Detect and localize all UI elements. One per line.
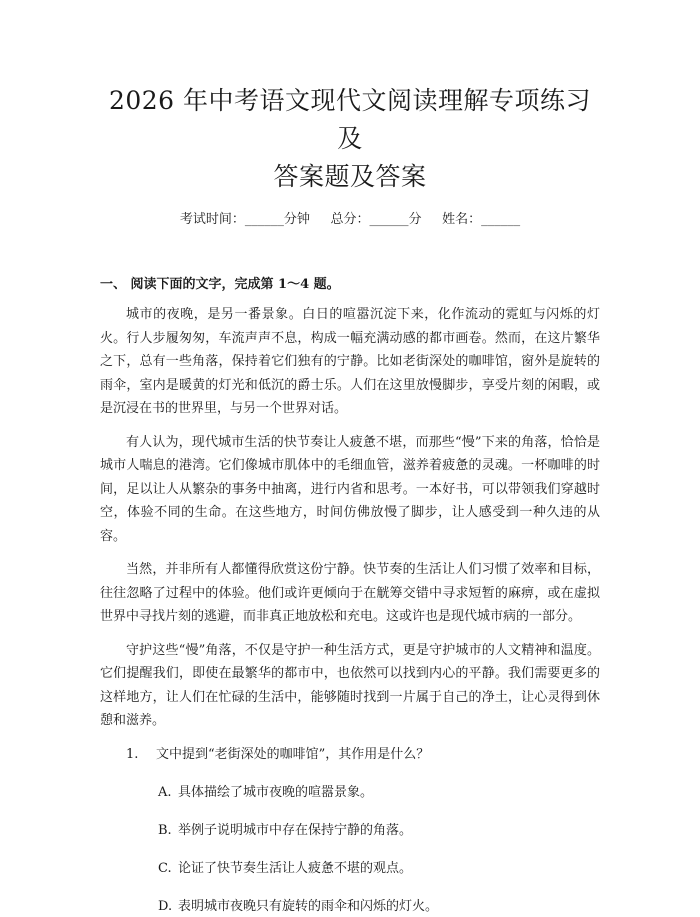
option-letter: D. [158,898,173,914]
option-letter: C. [158,860,172,876]
option-text: 具体描绘了城市夜晚的喧嚣景象。 [178,784,374,800]
option-text: 表明城市夜晚只有旋转的雨伞和闪烁的灯火。 [178,898,439,914]
question-text: 文中提到“老街深处的咖啡馆”，其作用是什么？ [156,746,430,762]
option-text: 论证了快节奏生活让人疲惫不堪的观点。 [178,860,413,876]
option-letter: B. [158,822,172,838]
option-letter: A. [158,784,172,800]
question-1 [100,745,600,765]
title-line-2: 答案题及答案 [273,162,427,191]
passage-paragraph-4: 守护这些“慢”角落，不仅是守护一种生活方式，更是守护城市的人文精神和温度。它们提醒我们，即使在最繁华的都市中，也依然可以找到内心的平静。我们需要更多的这样地方，让人们在忙碌的生活中，能够随时找到一片属于自己的净土，让心灵得到休憩和滋养。 [100,642,600,728]
exam-info-line: 考试时间：______分钟 总分：______分 姓名：______ [179,212,521,227]
option-c[interactable] [100,859,600,879]
option-b[interactable] [100,821,600,841]
option-a[interactable] [100,783,600,803]
document-title [100,0,600,196]
question-number: 1. [126,746,139,762]
section-heading: 一、 阅读下面的文字，完成第 1～4 题。 [100,277,340,292]
passage-paragraph-2: 有人认为，现代城市生活的快节奏让人疲惫不堪，而那些“慢”下来的角落，恰恰是城市人喘息的港湾。它们像城市肌体中的毛细血管，滋养着疲惫的灵魂。一杯咖啡的时间，足以让人从繁杂的事务中抽离，进行内省和思考。一本好书，可以带领我们穿越时空，体验不同的生命。在这些地方，时间仿佛放慢了脚步，让人感受到一种久违的从容。 [100,434,600,544]
option-text: 举例子说明城市中存在保持宁静的角落。 [178,822,413,838]
option-d[interactable] [100,897,600,917]
title-line-1: 2026 年中考语文现代文阅读理解专项练习及 [108,86,592,153]
passage-paragraph-1: 城市的夜晚，是另一番景象。白日的喧嚣沉淀下来，化作流动的霓虹与闪烁的灯火。行人步履匆匆，车流声声不息，构成一幅充满动感的都市画卷。然而，在这片繁华之下，总有一些角落，保持着它们独有的宁静。比如老街深处的咖啡馆，窗外是旋转的雨伞，室内是暖黄的灯光和低沉的爵士乐。人们在这里放慢脚步，享受片刻的闲暇，或是沉浸在书的世界里，与另一个世界对话。 [100,307,600,416]
passage-paragraph-3: 当然，并非所有人都懂得欣赏这份宁静。快节奏的生活让人们习惯了效率和目标，往往忽略了过程中的体验。他们或许更倾向于在觥筹交错中寻求短暂的麻痹，或在虚拟世界中寻找片刻的逃避，而非真正地放松和充电。这或许也是现代城市病的一部分。 [100,562,600,624]
